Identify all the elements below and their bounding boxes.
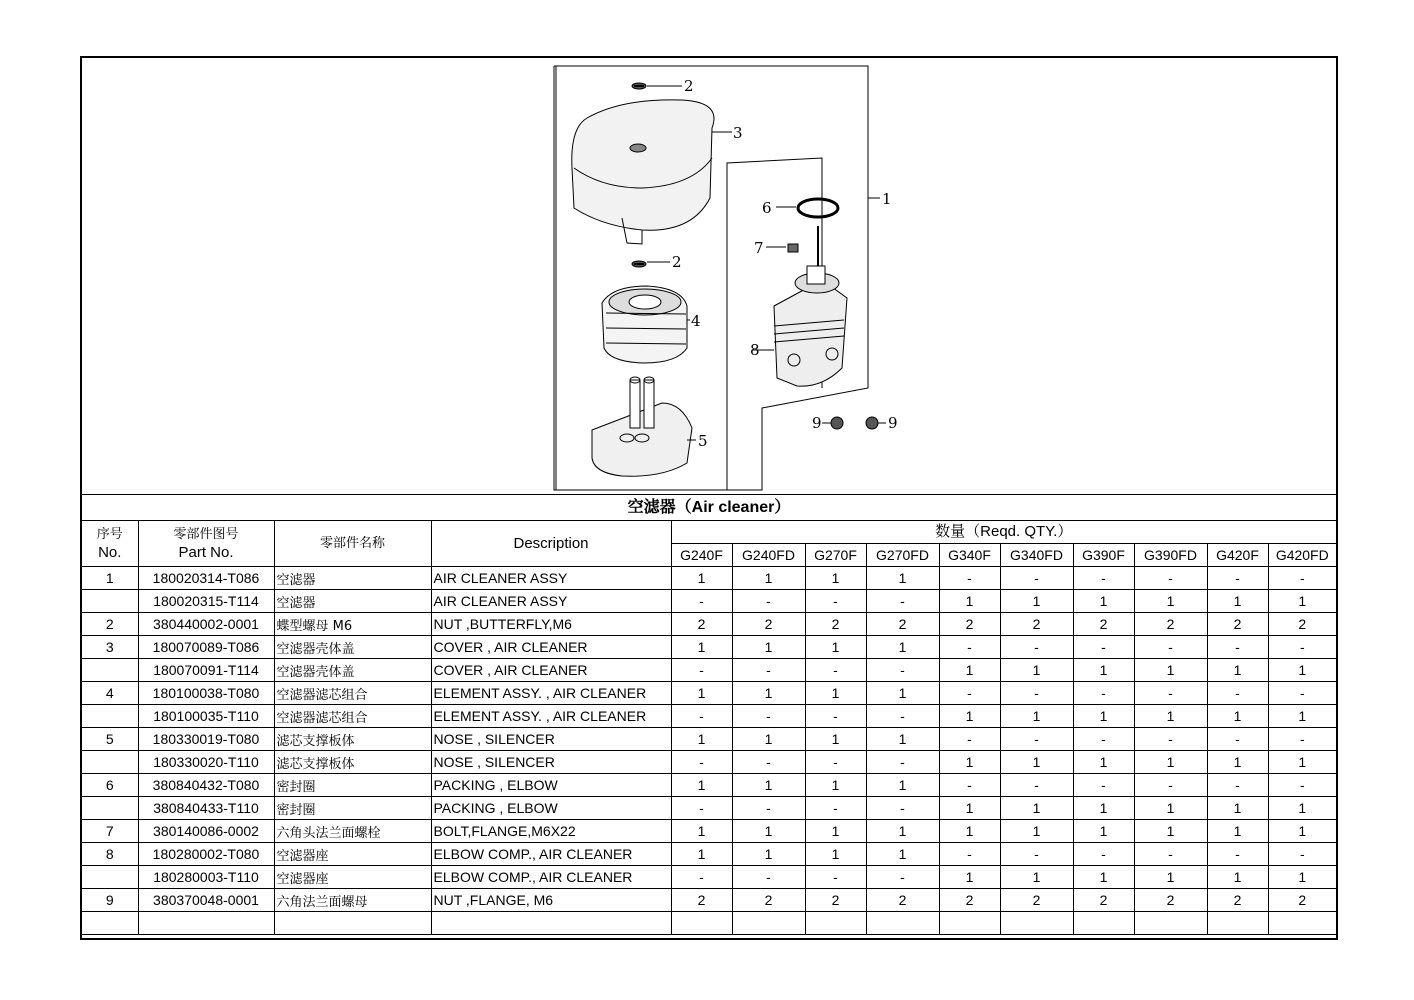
cell-seq-no: 3 xyxy=(82,636,138,659)
cell-part-no: 180330020-T110 xyxy=(138,751,274,774)
cell-description xyxy=(431,912,671,935)
cell-qty: 1 xyxy=(866,567,939,590)
cell-qty: - xyxy=(805,705,866,728)
cell-seq-no xyxy=(82,590,138,613)
cell-qty: - xyxy=(1268,728,1336,751)
cell-qty: 1 xyxy=(1268,797,1336,820)
cell-qty: - xyxy=(1207,774,1268,797)
cell-qty: - xyxy=(1073,843,1134,866)
cell-qty: - xyxy=(866,659,939,682)
cell-qty xyxy=(1134,912,1207,935)
cell-qty: - xyxy=(1268,567,1336,590)
cell-qty: - xyxy=(1134,843,1207,866)
table-row xyxy=(82,659,1336,682)
table-row xyxy=(82,567,1336,590)
cell-qty: 1 xyxy=(1073,797,1134,820)
cell-qty: - xyxy=(866,751,939,774)
cell-qty: - xyxy=(805,590,866,613)
cell-qty: 2 xyxy=(1000,889,1073,912)
cell-seq-no xyxy=(82,751,138,774)
cell-qty: - xyxy=(1073,567,1134,590)
cell-qty: 1 xyxy=(939,659,1000,682)
cell-qty: 1 xyxy=(1268,751,1336,774)
cell-part-name-zh: 空滤器 xyxy=(274,567,431,590)
cell-qty: 1 xyxy=(866,774,939,797)
table-row xyxy=(82,774,1336,797)
cell-qty: - xyxy=(939,567,1000,590)
cell-qty xyxy=(866,912,939,935)
cell-qty xyxy=(1207,912,1268,935)
cell-qty: 1 xyxy=(805,728,866,751)
table-row xyxy=(82,843,1336,866)
table-row xyxy=(82,613,1336,636)
cell-description: ELEMENT ASSY. , AIR CLEANER xyxy=(431,705,671,728)
header-seq-zh: 序号 xyxy=(96,526,123,542)
cell-part-name-zh: 空滤器壳体盖 xyxy=(274,659,431,682)
cell-qty: 1 xyxy=(1000,659,1073,682)
cell-qty: - xyxy=(1207,567,1268,590)
cell-qty: 1 xyxy=(1207,751,1268,774)
callout-9-left: 9 xyxy=(812,414,822,432)
cell-qty: 1 xyxy=(1268,659,1336,682)
table-row xyxy=(82,866,1336,889)
cell-description: AIR CLEANER ASSY xyxy=(431,590,671,613)
header-part-zh: 零部件图号 xyxy=(173,526,239,542)
cell-description: NOSE , SILENCER xyxy=(431,728,671,751)
table-row xyxy=(82,728,1336,751)
table-row xyxy=(82,820,1336,843)
cell-qty: 1 xyxy=(866,636,939,659)
filter-element xyxy=(602,286,690,363)
cell-seq-no: 5 xyxy=(82,728,138,751)
cell-description: PACKING , ELBOW xyxy=(431,797,671,820)
cell-qty: - xyxy=(1073,636,1134,659)
header-seq-en: No. xyxy=(98,543,122,561)
cell-qty xyxy=(1000,912,1073,935)
cell-description: NUT ,BUTTERFLY,M6 xyxy=(431,613,671,636)
cell-qty xyxy=(732,912,805,935)
parts-table xyxy=(82,521,1336,935)
cell-qty: - xyxy=(732,866,805,889)
cell-qty: 1 xyxy=(866,728,939,751)
header-part-en: Part No. xyxy=(178,543,234,561)
cell-qty: 1 xyxy=(805,636,866,659)
cell-qty: 1 xyxy=(939,866,1000,889)
cell-qty: 1 xyxy=(1207,797,1268,820)
cell-part-no: 180330019-T080 xyxy=(138,728,274,751)
cell-part-name-zh xyxy=(274,912,431,935)
cell-qty xyxy=(805,912,866,935)
cell-description: ELBOW COMP., AIR CLEANER xyxy=(431,866,671,889)
cell-qty: 1 xyxy=(1268,705,1336,728)
cell-seq-no xyxy=(82,659,138,682)
callout-4: 4 xyxy=(691,312,701,330)
cell-qty: - xyxy=(1207,843,1268,866)
callout-2-top: 2 xyxy=(684,77,694,95)
cell-qty: 1 xyxy=(1134,751,1207,774)
cell-qty xyxy=(939,912,1000,935)
cell-qty: 2 xyxy=(671,613,732,636)
cell-qty: 1 xyxy=(732,820,805,843)
cell-qty: - xyxy=(1000,728,1073,751)
cell-description: COVER , AIR CLEANER xyxy=(431,636,671,659)
cell-qty: - xyxy=(805,751,866,774)
cell-qty: 1 xyxy=(1134,797,1207,820)
table-row xyxy=(82,636,1336,659)
cell-qty: 1 xyxy=(1134,659,1207,682)
cell-qty: 1 xyxy=(1073,590,1134,613)
header-model-g420fd: G420FD xyxy=(1268,544,1336,567)
cell-qty: 1 xyxy=(732,728,805,751)
cell-qty: 1 xyxy=(732,636,805,659)
cell-qty: - xyxy=(1000,636,1073,659)
parts-sheet xyxy=(80,56,1338,940)
cell-qty: - xyxy=(1134,567,1207,590)
cell-qty: 1 xyxy=(939,751,1000,774)
cell-part-name-zh: 空滤器滤芯组合 xyxy=(274,682,431,705)
cell-qty: 1 xyxy=(805,843,866,866)
cell-qty: 1 xyxy=(671,636,732,659)
cell-part-no: 180280002-T080 xyxy=(138,843,274,866)
cell-part-no: 380840433-T110 xyxy=(138,797,274,820)
cell-qty: 1 xyxy=(805,682,866,705)
cell-qty: 1 xyxy=(1073,820,1134,843)
cell-qty: - xyxy=(866,797,939,820)
cell-part-name-zh: 密封圈 xyxy=(274,774,431,797)
base-plate xyxy=(592,377,696,476)
table-row xyxy=(82,590,1336,613)
table-row xyxy=(82,705,1336,728)
cell-qty: 1 xyxy=(939,820,1000,843)
cell-qty: 1 xyxy=(1073,751,1134,774)
cell-qty: 1 xyxy=(1207,705,1268,728)
cell-qty: - xyxy=(1000,774,1073,797)
cell-qty: - xyxy=(732,659,805,682)
cell-description: PACKING , ELBOW xyxy=(431,774,671,797)
header-qty: 数量（Reqd. QTY.） xyxy=(671,521,1336,544)
cell-qty: - xyxy=(1268,843,1336,866)
cell-qty: 1 xyxy=(1000,751,1073,774)
cell-qty: - xyxy=(1207,636,1268,659)
cell-seq-no: 2 xyxy=(82,613,138,636)
cell-description: BOLT,FLANGE,M6X22 xyxy=(431,820,671,843)
cell-qty: 1 xyxy=(1207,590,1268,613)
cell-qty: - xyxy=(1268,682,1336,705)
cell-qty: - xyxy=(1134,728,1207,751)
callout-8: 8 xyxy=(750,341,760,359)
header-model-g270f: G270F xyxy=(805,544,866,567)
cell-part-name-zh: 六角头法兰面螺栓 xyxy=(274,820,431,843)
cell-qty: 2 xyxy=(732,613,805,636)
cell-qty xyxy=(1268,912,1336,935)
cell-qty: 1 xyxy=(671,774,732,797)
cell-part-no: 180020314-T086 xyxy=(138,567,274,590)
cell-qty: - xyxy=(939,682,1000,705)
cell-description: COVER , AIR CLEANER xyxy=(431,659,671,682)
cell-qty: - xyxy=(1073,774,1134,797)
cell-qty: 2 xyxy=(866,613,939,636)
header-model-g390fd: G390FD xyxy=(1134,544,1207,567)
cell-qty xyxy=(1073,912,1134,935)
cell-seq-no xyxy=(82,797,138,820)
cell-qty: 1 xyxy=(732,567,805,590)
cell-qty: 1 xyxy=(866,843,939,866)
cell-qty: 1 xyxy=(732,774,805,797)
cell-qty: 1 xyxy=(1134,705,1207,728)
cell-part-no: 380370048-0001 xyxy=(138,889,274,912)
cell-qty: 1 xyxy=(732,843,805,866)
cell-qty: - xyxy=(671,705,732,728)
cell-qty: 1 xyxy=(671,820,732,843)
cell-part-name-zh: 密封圈 xyxy=(274,797,431,820)
exploded-diagram xyxy=(82,58,1336,494)
cell-qty: 1 xyxy=(1268,590,1336,613)
table-row xyxy=(82,682,1336,705)
cell-qty: - xyxy=(1000,682,1073,705)
cell-qty: - xyxy=(671,590,732,613)
cell-part-name-zh: 空滤器座 xyxy=(274,866,431,889)
cell-seq-no: 4 xyxy=(82,682,138,705)
cell-qty: 2 xyxy=(732,889,805,912)
cell-qty: 1 xyxy=(1268,820,1336,843)
cell-qty: - xyxy=(732,590,805,613)
cell-qty: - xyxy=(1207,682,1268,705)
table-row xyxy=(82,889,1336,912)
callout-6: 6 xyxy=(762,199,772,217)
callout-2-middle: 2 xyxy=(672,253,682,271)
cell-qty: 1 xyxy=(866,820,939,843)
cell-qty: 1 xyxy=(1073,659,1134,682)
cell-qty: 2 xyxy=(939,613,1000,636)
cell-qty: - xyxy=(939,728,1000,751)
cell-part-no: 180100035-T110 xyxy=(138,705,274,728)
cell-qty: 2 xyxy=(1134,889,1207,912)
cell-qty: 1 xyxy=(1000,590,1073,613)
header-model-g340f: G340F xyxy=(939,544,1000,567)
cell-qty: 1 xyxy=(1000,797,1073,820)
cell-part-no: 180020315-T114 xyxy=(138,590,274,613)
cell-seq-no xyxy=(82,705,138,728)
table-row xyxy=(82,912,1336,935)
table-row xyxy=(82,797,1336,820)
callout-5: 5 xyxy=(698,432,708,450)
cell-qty: 1 xyxy=(1207,659,1268,682)
cell-description: ELEMENT ASSY. , AIR CLEANER xyxy=(431,682,671,705)
cell-qty: 2 xyxy=(1268,889,1336,912)
callout-1: 1 xyxy=(882,190,892,208)
cell-qty: - xyxy=(805,797,866,820)
cell-description: AIR CLEANER ASSY xyxy=(431,567,671,590)
elbow-comp xyxy=(752,266,847,386)
cell-part-name-zh: 空滤器座 xyxy=(274,843,431,866)
cell-qty: 1 xyxy=(1134,866,1207,889)
cell-qty: 2 xyxy=(805,613,866,636)
cell-qty: - xyxy=(671,797,732,820)
packing-ring xyxy=(776,199,838,217)
cell-qty: 2 xyxy=(1207,613,1268,636)
cell-qty: - xyxy=(939,774,1000,797)
cell-seq-no: 6 xyxy=(82,774,138,797)
cell-qty: 1 xyxy=(1268,866,1336,889)
cell-qty: 2 xyxy=(1073,889,1134,912)
cell-qty: 1 xyxy=(939,705,1000,728)
header-model-g270fd: G270FD xyxy=(866,544,939,567)
cell-qty: - xyxy=(732,705,805,728)
cell-qty: 2 xyxy=(1000,613,1073,636)
cell-part-name-zh: 滤芯支撑板体 xyxy=(274,751,431,774)
header-model-g390f: G390F xyxy=(1073,544,1134,567)
cell-qty: 1 xyxy=(805,567,866,590)
cell-qty: 2 xyxy=(1073,613,1134,636)
cell-qty xyxy=(671,912,732,935)
header-name-zh: 零部件名称 xyxy=(274,521,431,567)
cell-part-name-zh: 蝶型螺母 M6 xyxy=(274,613,431,636)
cell-qty: - xyxy=(671,751,732,774)
cell-qty: 1 xyxy=(732,682,805,705)
cell-qty: 1 xyxy=(1207,866,1268,889)
cell-qty: - xyxy=(671,659,732,682)
cell-qty: - xyxy=(866,590,939,613)
cell-qty: - xyxy=(732,751,805,774)
cell-qty: 1 xyxy=(1000,866,1073,889)
cell-part-no: 380140086-0002 xyxy=(138,820,274,843)
section-title: 空滤器（Air cleaner） xyxy=(82,494,1336,521)
flange-nuts xyxy=(822,417,886,429)
air-cleaner-cover xyxy=(572,100,732,244)
cell-qty: - xyxy=(732,797,805,820)
cell-qty: 1 xyxy=(1134,820,1207,843)
cell-description: NUT ,FLANGE, M6 xyxy=(431,889,671,912)
cell-qty: 1 xyxy=(671,728,732,751)
cell-qty: - xyxy=(1000,567,1073,590)
cell-part-name-zh: 空滤器壳体盖 xyxy=(274,636,431,659)
cell-part-no: 180070091-T114 xyxy=(138,659,274,682)
cell-qty: 2 xyxy=(1134,613,1207,636)
cell-qty: 1 xyxy=(805,820,866,843)
callout-3: 3 xyxy=(733,124,743,142)
cell-qty: 1 xyxy=(1207,820,1268,843)
cell-qty: 2 xyxy=(939,889,1000,912)
header-model-g240fd: G240FD xyxy=(732,544,805,567)
header-seq xyxy=(82,521,138,567)
cell-qty: - xyxy=(939,636,1000,659)
cell-seq-no: 8 xyxy=(82,843,138,866)
cell-part-no: 180280003-T110 xyxy=(138,866,274,889)
header-description: Description xyxy=(431,521,671,567)
cell-part-no: 380840432-T080 xyxy=(138,774,274,797)
cell-qty: 1 xyxy=(1073,705,1134,728)
cell-qty: - xyxy=(866,705,939,728)
cell-qty: - xyxy=(805,866,866,889)
cell-qty: 1 xyxy=(671,567,732,590)
header-model-g420f: G420F xyxy=(1207,544,1268,567)
cell-qty: - xyxy=(1073,682,1134,705)
cell-qty: - xyxy=(1134,636,1207,659)
cell-qty: 1 xyxy=(1134,590,1207,613)
header-part-no xyxy=(138,521,274,567)
cell-part-no: 380440002-0001 xyxy=(138,613,274,636)
cell-part-no xyxy=(138,912,274,935)
cell-qty: - xyxy=(1000,843,1073,866)
cell-part-name-zh: 空滤器 xyxy=(274,590,431,613)
cell-qty: - xyxy=(939,843,1000,866)
cell-qty: 1 xyxy=(1073,866,1134,889)
parts-rows xyxy=(82,567,1336,935)
cell-qty: 1 xyxy=(671,682,732,705)
exploded-diagram-drawing xyxy=(82,58,1336,494)
table-row xyxy=(82,751,1336,774)
cell-qty: 1 xyxy=(866,682,939,705)
cell-qty: - xyxy=(805,659,866,682)
cell-qty: 1 xyxy=(671,843,732,866)
cell-seq-no: 9 xyxy=(82,889,138,912)
cell-description: ELBOW COMP., AIR CLEANER xyxy=(431,843,671,866)
cell-qty: 1 xyxy=(1000,705,1073,728)
cell-qty: - xyxy=(1134,682,1207,705)
cell-qty: - xyxy=(866,866,939,889)
callout-7: 7 xyxy=(754,239,764,257)
header-model-g240f: G240F xyxy=(671,544,732,567)
cell-qty: - xyxy=(1134,774,1207,797)
cell-qty: - xyxy=(1073,728,1134,751)
cell-qty: 1 xyxy=(939,590,1000,613)
cell-part-name-zh: 六角法兰面螺母 xyxy=(274,889,431,912)
wing-nut-middle xyxy=(632,261,670,267)
cell-part-name-zh: 空滤器滤芯组合 xyxy=(274,705,431,728)
cell-qty: - xyxy=(1207,728,1268,751)
cell-seq-no xyxy=(82,912,138,935)
cell-qty: - xyxy=(1268,636,1336,659)
cell-description: NOSE , SILENCER xyxy=(431,751,671,774)
cell-seq-no xyxy=(82,866,138,889)
cell-qty: 2 xyxy=(1207,889,1268,912)
cell-qty: 1 xyxy=(805,774,866,797)
cell-qty: 1 xyxy=(939,797,1000,820)
header-model-g340fd: G340FD xyxy=(1000,544,1073,567)
cell-part-no: 180070089-T086 xyxy=(138,636,274,659)
cell-seq-no: 7 xyxy=(82,820,138,843)
cell-qty: 1 xyxy=(1000,820,1073,843)
cell-qty: - xyxy=(1268,774,1336,797)
callout-9-right: 9 xyxy=(888,414,898,432)
cell-qty: 2 xyxy=(1268,613,1336,636)
cell-part-no: 180100038-T080 xyxy=(138,682,274,705)
cell-seq-no: 1 xyxy=(82,567,138,590)
wing-nut-top xyxy=(632,83,682,89)
cell-part-name-zh: 滤芯支撑板体 xyxy=(274,728,431,751)
cell-qty: 2 xyxy=(671,889,732,912)
cell-qty: 2 xyxy=(866,889,939,912)
cell-qty: - xyxy=(671,866,732,889)
cell-qty: 2 xyxy=(805,889,866,912)
